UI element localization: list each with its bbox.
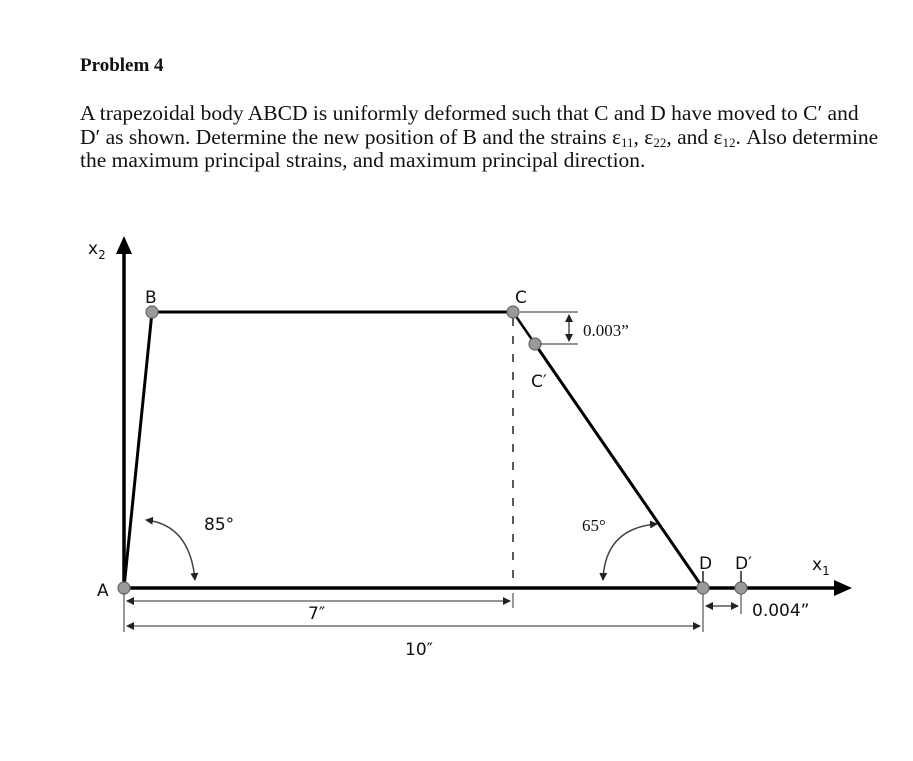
- label-c-prime: C′: [531, 372, 547, 392]
- label-dim-7: 7″: [308, 604, 326, 624]
- label-disp-c: 0.003”: [583, 321, 629, 340]
- label-x1: $x_1$: [812, 555, 830, 578]
- label-d-prime: D′: [735, 554, 752, 574]
- angle-arc-85: [146, 520, 195, 580]
- label-c: C: [515, 288, 527, 308]
- label-angle-85: 85°: [204, 515, 235, 535]
- point-a-marker: [118, 582, 130, 594]
- label-x2: $x_2$: [88, 239, 106, 262]
- subscript-12: 12: [722, 134, 736, 150]
- statement-text-2: , ε: [633, 124, 654, 149]
- label-dim-10: 10″: [405, 640, 433, 660]
- label-a: A: [97, 581, 109, 601]
- label-b: B: [145, 288, 157, 308]
- x1-axis-arrow-icon: [834, 580, 852, 596]
- edge-ab: [124, 312, 152, 588]
- x2-axis-arrow-icon: [116, 236, 132, 254]
- point-dprime-marker: [735, 582, 747, 594]
- subscript-11: 11: [621, 134, 634, 150]
- statement-text-4: . Also determine the maximum principal strains, and maximum principal direction.: [80, 124, 884, 172]
- label-d: D: [699, 554, 713, 574]
- angle-arc-65: [603, 524, 657, 580]
- statement-text-1: A trapezoidal body ABCD is uniformly deformed such that C and D have moved to C′ and D′ as shown. Determine the new position of B and the strains ε: [80, 101, 864, 149]
- point-d-marker: [697, 582, 709, 594]
- point-cprime-marker: [529, 338, 541, 350]
- label-angle-65: 65°: [582, 516, 606, 535]
- statement-text-3: , and ε: [666, 124, 723, 149]
- problem-title: Problem 4: [80, 55, 164, 76]
- subscript-22: 22: [653, 134, 667, 150]
- edge-cprime-d: [535, 344, 703, 588]
- label-disp-d: 0.004”: [752, 601, 810, 621]
